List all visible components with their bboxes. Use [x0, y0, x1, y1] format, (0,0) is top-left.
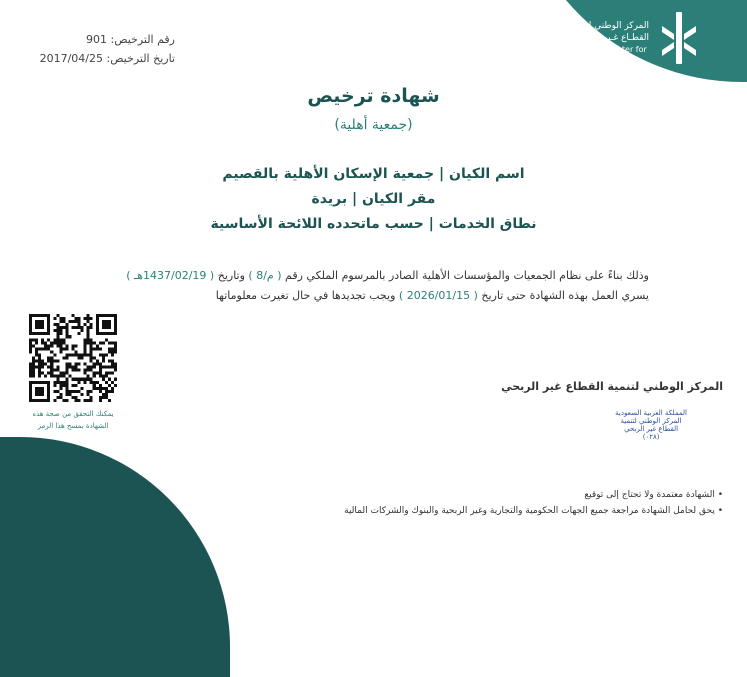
signatory-center-name: المركز الوطني لتنمية القطاع غير الربحي — [501, 380, 723, 393]
certificate-subtitle: (جمعية أهلية) — [334, 117, 413, 133]
official-stamp — [615, 409, 687, 441]
qr-caption — [15, 408, 131, 432]
license-number: رقم الترخيص: 901 — [86, 33, 175, 46]
verification-qr-code[interactable] — [29, 314, 117, 402]
basis-paragraph — [126, 269, 649, 282]
certificate-notes — [344, 487, 723, 519]
qr-caption-line-1: يمكنك التحقق من صحة هذه — [32, 410, 114, 418]
entity-name: اسم الكيان | جمعية الإسكان الأهلية بالقصيم — [222, 166, 525, 182]
stamp-line-4: (٠٢٨) — [642, 433, 660, 441]
decree-number: ( م/8 ) — [248, 269, 282, 282]
validity-suffix: ويجب تجديدها في حال تغيرت معلوماتها — [215, 289, 396, 302]
stamp-line-2: المركز الوطني لتنمية — [620, 417, 682, 425]
decree-date: ( 1437/02/19هـ ) — [126, 269, 215, 282]
expiry-date: ( 2026/01/15 ) — [398, 289, 478, 302]
basis-middle: وتاريخ — [217, 269, 245, 282]
certificate-title: شهادة ترخيص — [307, 85, 440, 107]
footer-decor-shape — [0, 437, 230, 677]
basis-prefix: وذلك بناءً على نظام الجمعيات والمؤسسات الأهلية الصادر بالمرسوم الملكي رقم — [285, 269, 649, 282]
ncnp-logo-text — [570, 20, 649, 66]
stamp-line-3: القطاع غير الربحي — [624, 425, 679, 433]
logo-arabic-line-2: القطـاع غـير الربحـي — [571, 33, 649, 43]
qr-caption-line-2: الشهادة بمسح هذا الرمز — [37, 422, 109, 430]
entity-hq: مقر الكيان | بريدة — [311, 191, 436, 207]
logo-english-line-1: National Center for — [570, 45, 647, 54]
license-meta — [40, 30, 175, 68]
validity-prefix: يسري العمل بهذه الشهادة حتى تاريخ — [481, 289, 649, 302]
note-item: • الشهادة معتمدة ولا تحتاج إلى توقيع — [344, 487, 723, 503]
logo-arabic-line-1: المركز الوطني لتنمية — [570, 21, 649, 31]
license-date: تاريخ الترخيص: 2017/04/25 — [39, 52, 175, 65]
ncnp-logo-icon — [662, 12, 696, 64]
logo-english-line-2: Non–Profit Sector — [570, 56, 640, 65]
service-scope: نطاق الخدمات | حسب ماتحدده اللائحة الأساسية — [210, 216, 537, 232]
stamp-line-1: المملكة العربية السعودية — [615, 409, 687, 417]
note-item: • يحق لحامل الشهادة مراجعة جميع الجهات الحكومية والتجارية وغير الربحية والبنوك والشركات المالية — [344, 503, 723, 519]
validity-paragraph — [216, 289, 649, 302]
